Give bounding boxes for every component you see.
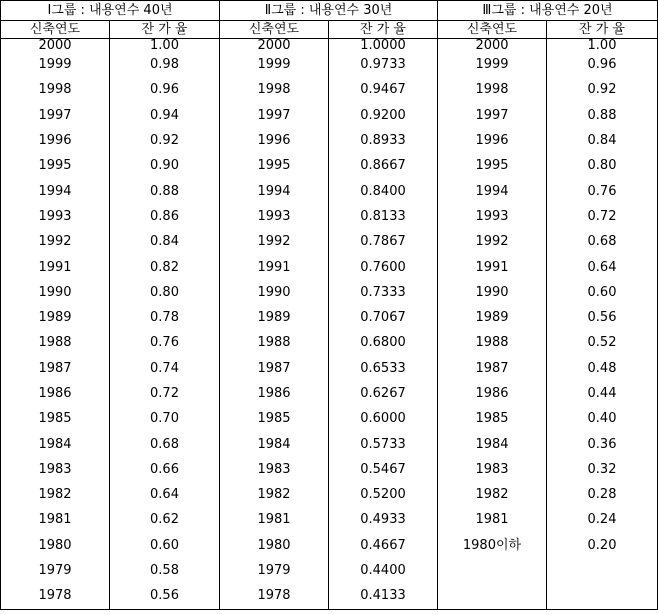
table-row (1, 583, 658, 609)
group-2-year-cell: 1988 (220, 330, 329, 355)
group-3-rate-cell: 0.64 (547, 254, 658, 279)
group-2-rate-cell: 0.8133 (329, 204, 438, 229)
group-2-year-cell: 1995 (220, 153, 329, 178)
table-row (1, 39, 658, 53)
group-1-header: Ⅰ그룹 : 내용연수 40년 (1, 1, 220, 21)
group-2-year-header: 신축연도 (220, 21, 329, 39)
group-1-rate-cell: 0.82 (110, 254, 220, 279)
group-2-year-cell: 1996 (220, 128, 329, 153)
group-2-rate-cell: 0.5200 (329, 482, 438, 507)
group-3-year-cell: 1996 (438, 128, 547, 153)
group-2-year-cell: 1999 (220, 52, 329, 77)
table-row (1, 52, 658, 77)
group-1-rate-cell: 0.88 (110, 178, 220, 203)
group-3-rate-cell: 0.96 (547, 52, 658, 77)
group-3-year-cell: 1983 (438, 457, 547, 482)
group-2-rate-cell: 0.8667 (329, 153, 438, 178)
group-3-rate-cell (547, 558, 658, 583)
group-1-rate-cell: 0.86 (110, 204, 220, 229)
group-3-rate-cell: 0.44 (547, 381, 658, 406)
group-3-year-header: 신축연도 (438, 21, 547, 39)
group-1-rate-cell: 0.74 (110, 356, 220, 381)
group-3-rate-header: 잔 가 율 (547, 21, 658, 39)
group-1-year-cell: 1980 (1, 533, 110, 558)
group-3-year-cell: 1987 (438, 356, 547, 381)
group-2-rate-cell: 0.5733 (329, 431, 438, 456)
group-2-rate-cell: 0.7867 (329, 229, 438, 254)
group-1-year-cell: 1998 (1, 77, 110, 102)
group-2-rate-cell: 0.9733 (329, 52, 438, 77)
group-1-rate-cell: 0.70 (110, 406, 220, 431)
group-2-year-cell: 1982 (220, 482, 329, 507)
group-3-year-cell: 1985 (438, 406, 547, 431)
group-3-year-cell: 1995 (438, 153, 547, 178)
table-row (1, 558, 658, 583)
group-3-rate-cell: 0.20 (547, 533, 658, 558)
group-2-rate-cell: 0.7600 (329, 254, 438, 279)
table-row (1, 77, 658, 102)
table-row (1, 431, 658, 456)
group-1-rate-cell: 0.92 (110, 128, 220, 153)
group-2-rate-cell: 0.6267 (329, 381, 438, 406)
group-3-rate-cell: 0.52 (547, 330, 658, 355)
table-row (1, 103, 658, 128)
table-row (1, 178, 658, 203)
table-body (1, 39, 658, 610)
group-1-rate-cell: 0.80 (110, 280, 220, 305)
group-1-year-cell: 1986 (1, 381, 110, 406)
group-2-rate-cell: 1.0000 (329, 39, 438, 53)
group-2-year-cell: 1989 (220, 305, 329, 330)
group-1-rate-cell: 0.58 (110, 558, 220, 583)
group-3-rate-cell: 1.00 (547, 39, 658, 53)
group-1-year-cell: 2000 (1, 39, 110, 53)
table-row (1, 229, 658, 254)
group-1-rate-cell: 0.94 (110, 103, 220, 128)
table-row (1, 356, 658, 381)
group-3-year-cell: 1980이하 (438, 533, 547, 558)
group-2-rate-cell: 0.4133 (329, 583, 438, 609)
group-3-rate-cell: 0.68 (547, 229, 658, 254)
group-3-year-cell: 2000 (438, 39, 547, 53)
group-3-year-cell: 1991 (438, 254, 547, 279)
group-1-year-cell: 1989 (1, 305, 110, 330)
group-2-year-cell: 1994 (220, 178, 329, 203)
group-2-year-cell: 1997 (220, 103, 329, 128)
group-3-rate-cell: 0.88 (547, 103, 658, 128)
group-2-year-cell: 1992 (220, 229, 329, 254)
group-1-year-cell: 1984 (1, 431, 110, 456)
group-2-rate-cell: 0.8400 (329, 178, 438, 203)
table-row (1, 406, 658, 431)
group-3-year-cell: 1997 (438, 103, 547, 128)
group-2-year-cell: 1980 (220, 533, 329, 558)
group-2-year-cell: 1983 (220, 457, 329, 482)
group-3-header: Ⅲ그룹 : 내용연수 20년 (438, 1, 658, 21)
group-1-rate-cell: 0.76 (110, 330, 220, 355)
group-3-year-cell: 1994 (438, 178, 547, 203)
table-row (1, 280, 658, 305)
group-3-rate-cell: 0.36 (547, 431, 658, 456)
group-2-rate-cell: 0.4400 (329, 558, 438, 583)
group-3-year-cell: 1992 (438, 229, 547, 254)
group-1-rate-cell: 0.56 (110, 583, 220, 609)
group-1-rate-cell: 1.00 (110, 39, 220, 53)
group-3-year-cell (438, 583, 547, 609)
table-row (1, 128, 658, 153)
group-2-year-cell: 1991 (220, 254, 329, 279)
group-1-rate-cell: 0.60 (110, 533, 220, 558)
group-1-rate-cell: 0.66 (110, 457, 220, 482)
group-1-year-cell: 1978 (1, 583, 110, 609)
table-row (1, 457, 658, 482)
group-2-year-cell: 1985 (220, 406, 329, 431)
group-1-year-cell: 1985 (1, 406, 110, 431)
group-3-year-cell: 1998 (438, 77, 547, 102)
group-1-rate-cell: 0.90 (110, 153, 220, 178)
group-2-rate-cell: 0.6533 (329, 356, 438, 381)
table-row (1, 254, 658, 279)
table-row (1, 507, 658, 532)
table-row (1, 482, 658, 507)
group-3-rate-cell: 0.60 (547, 280, 658, 305)
group-2-rate-header: 잔 가 율 (329, 21, 438, 39)
group-1-year-cell: 1987 (1, 356, 110, 381)
group-3-year-cell: 1989 (438, 305, 547, 330)
group-2-header: Ⅱ그룹 : 내용연수 30년 (220, 1, 438, 21)
group-1-rate-cell: 0.84 (110, 229, 220, 254)
group-3-year-cell: 1988 (438, 330, 547, 355)
group-1-year-cell: 1994 (1, 178, 110, 203)
group-1-year-cell: 1990 (1, 280, 110, 305)
group-1-year-cell: 1995 (1, 153, 110, 178)
group-3-year-cell: 1993 (438, 204, 547, 229)
group-3-rate-cell: 0.32 (547, 457, 658, 482)
group-3-year-cell (438, 558, 547, 583)
group-3-rate-cell: 0.24 (547, 507, 658, 532)
group-1-rate-header: 잔 가 율 (110, 21, 220, 39)
group-1-rate-cell: 0.98 (110, 52, 220, 77)
group-3-rate-cell: 0.76 (547, 178, 658, 203)
group-2-rate-cell: 0.5467 (329, 457, 438, 482)
group-1-year-cell: 1982 (1, 482, 110, 507)
table-row (1, 330, 658, 355)
group-2-year-cell: 1979 (220, 558, 329, 583)
group-1-year-cell: 1983 (1, 457, 110, 482)
group-2-rate-cell: 0.8933 (329, 128, 438, 153)
group-1-year-header: 신축연도 (1, 21, 110, 39)
group-1-year-cell: 1981 (1, 507, 110, 532)
group-2-rate-cell: 0.7067 (329, 305, 438, 330)
group-3-rate-cell: 0.28 (547, 482, 658, 507)
group-2-rate-cell: 0.4933 (329, 507, 438, 532)
group-3-rate-cell (547, 583, 658, 609)
group-3-rate-cell: 0.56 (547, 305, 658, 330)
group-3-year-cell: 1984 (438, 431, 547, 456)
group-3-rate-cell: 0.40 (547, 406, 658, 431)
group-2-year-cell: 1990 (220, 280, 329, 305)
group-2-year-cell: 1981 (220, 507, 329, 532)
group-3-year-cell: 1999 (438, 52, 547, 77)
group-2-year-cell: 1987 (220, 356, 329, 381)
group-3-rate-cell: 0.84 (547, 128, 658, 153)
group-3-year-cell: 1990 (438, 280, 547, 305)
group-1-rate-cell: 0.64 (110, 482, 220, 507)
group-3-rate-cell: 0.72 (547, 204, 658, 229)
group-2-rate-cell: 0.7333 (329, 280, 438, 305)
group-2-year-cell: 1993 (220, 204, 329, 229)
group-1-year-cell: 1979 (1, 558, 110, 583)
group-2-year-cell: 1986 (220, 381, 329, 406)
group-2-rate-cell: 0.9200 (329, 103, 438, 128)
group-3-rate-cell: 0.48 (547, 356, 658, 381)
group-2-year-cell: 1998 (220, 77, 329, 102)
group-2-year-cell: 1984 (220, 431, 329, 456)
group-1-rate-cell: 0.96 (110, 77, 220, 102)
group-1-rate-cell: 0.72 (110, 381, 220, 406)
group-1-year-cell: 1991 (1, 254, 110, 279)
group-1-year-cell: 1993 (1, 204, 110, 229)
group-1-rate-cell: 0.78 (110, 305, 220, 330)
group-1-year-cell: 1996 (1, 128, 110, 153)
group-2-rate-cell: 0.6000 (329, 406, 438, 431)
table-row (1, 153, 658, 178)
group-1-year-cell: 1988 (1, 330, 110, 355)
group-3-year-cell: 1981 (438, 507, 547, 532)
group-3-year-cell: 1982 (438, 482, 547, 507)
table-row (1, 204, 658, 229)
group-3-rate-cell: 0.80 (547, 153, 658, 178)
group-3-rate-cell: 0.92 (547, 77, 658, 102)
group-2-year-cell: 1978 (220, 583, 329, 609)
table-row (1, 305, 658, 330)
group-2-year-cell: 2000 (220, 39, 329, 53)
group-1-rate-cell: 0.62 (110, 507, 220, 532)
group-1-year-cell: 1999 (1, 52, 110, 77)
table-row (1, 381, 658, 406)
group-2-rate-cell: 0.6800 (329, 330, 438, 355)
group-2-rate-cell: 0.4667 (329, 533, 438, 558)
group-2-rate-cell: 0.9467 (329, 77, 438, 102)
group-1-year-cell: 1992 (1, 229, 110, 254)
table-row (1, 533, 658, 558)
group-1-rate-cell: 0.68 (110, 431, 220, 456)
group-1-year-cell: 1997 (1, 103, 110, 128)
group-3-year-cell: 1986 (438, 381, 547, 406)
